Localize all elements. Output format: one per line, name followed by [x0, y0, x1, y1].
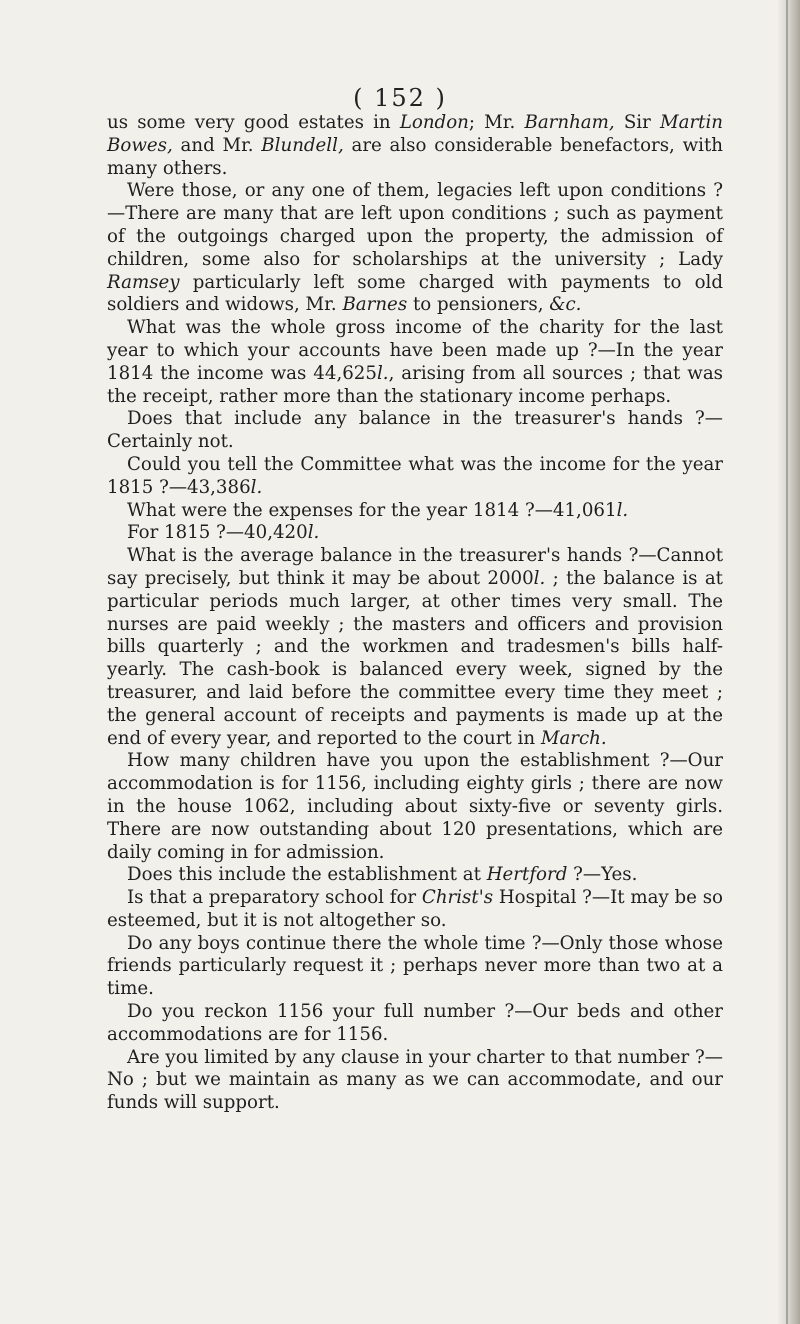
text-run: How many children have you upon the establishment ?—Our accommodation is for 1156, including eighty girls ; there are now in the house 1062, including about sixty-five or seventy girls. There are now outstanding about 120 presentations, which are daily coming in for admission.	[107, 750, 723, 863]
italic-text-run: Christ's	[421, 887, 494, 909]
paragraph-expenses-1814	[107, 500, 723, 523]
text-run: Could you tell the Committee what was the income for the year 1815 ?—43,386	[107, 453, 723, 498]
italic-text-run: l.	[616, 499, 629, 521]
text-run: Is that a preparatory school for	[127, 887, 422, 909]
paragraph-gross-income	[107, 317, 723, 408]
paragraph-children-count	[107, 750, 723, 864]
italic-text-run: London	[399, 112, 469, 133]
text-run: Sir	[614, 112, 660, 133]
text-run: Hospital ?—It may be so esteemed, but it is not altogether so.	[107, 887, 723, 931]
text-run: Does this include the establishment at	[127, 864, 487, 886]
italic-text-run: l.	[533, 567, 546, 589]
text-run: particularly left some charged with payments to old soldiers and widows, Mr.	[107, 271, 723, 316]
text-run: ?—Yes.	[567, 864, 638, 886]
italic-text-run: l.	[307, 522, 320, 544]
paragraph-legacies-conditions	[107, 180, 723, 317]
text-run: Are you limited by any clause in your charter to that number ?—No ; but we maintain as many as we can accommodate, and our funds will support.	[107, 1046, 723, 1114]
page-edge-shadow	[778, 0, 800, 1324]
italic-text-run: Barnham,	[524, 112, 615, 133]
document-body	[107, 112, 723, 1115]
text-run: Do any boys continue there the whole time ?—Only those whose friends particularly request it ; perhaps never more than two at a time.	[107, 932, 723, 1000]
text-run: Were those, or any one of them, legacies left upon conditions ?—There are many that are left upon conditions ; such as payment of the outgoings charged upon the property, the admission of children, some also for scholarships at the university ; Lady	[107, 180, 723, 270]
italic-text-run: March.	[540, 727, 607, 749]
italic-text-run: l.	[376, 362, 389, 384]
text-run: What is the average balance in the treasurer's hands ?—Cannot say precisely, but think it may be about 2000	[107, 545, 723, 589]
text-run: For 1815 ?—40,420	[127, 522, 308, 544]
text-run: Do you reckon 1156 your full number ?—Our beds and other accommodations are for 1156.	[107, 1001, 723, 1045]
italic-text-run: Martin Bowes,	[107, 112, 723, 156]
paragraph-income-1815	[107, 454, 723, 500]
text-run: ; Mr.	[468, 112, 525, 133]
italic-text-run: Blundell,	[261, 134, 344, 156]
italic-text-run: Hertford	[486, 864, 568, 886]
paragraph-boys-continue	[107, 933, 723, 1001]
text-run: and Mr.	[172, 134, 262, 156]
italic-text-run: Barnes	[342, 294, 408, 316]
paragraph-preparatory-school	[107, 887, 723, 933]
text-run: ; the balance is at particular periods much larger, at other times very small. The nurses are paid weekly ; the masters and officers and provision bills quarterly ; and the workmen and tradesmen's bills half-yearly. The cash-book is balanced every week, signed by the treasurer, and laid before the committee every time they meet ; the general account of receipts and payments is made up at the end of every year, and reported to the court in	[107, 567, 723, 749]
italic-text-run: Ramsey	[107, 271, 180, 293]
italic-text-run: &c.	[549, 294, 582, 316]
page-number: ( 152 )	[353, 84, 447, 112]
text-run: What was the whole gross income of the charity for the last year to which your accounts have been made up ?—In the year 1814 the income was 44,625	[107, 317, 723, 384]
paragraph-treasurer-balance	[107, 408, 723, 454]
text-run: Does that include any balance in the treasurer's hands ?—Certainly not.	[107, 408, 723, 453]
text-run: are also considerable benefactors, with many others.	[107, 134, 723, 179]
paragraph-continuation	[107, 112, 723, 180]
paragraph-full-number	[107, 1001, 723, 1047]
paragraph-average-balance	[107, 545, 723, 750]
text-run: What were the expenses for the year 1814 ?—41,061	[127, 499, 617, 521]
paragraph-charter-limit	[107, 1047, 723, 1115]
paragraph-expenses-1815	[107, 522, 723, 545]
paragraph-hertford	[107, 864, 723, 887]
text-run: to pensioners,	[407, 294, 550, 316]
italic-text-run: l.	[250, 476, 263, 498]
text-run: , arising from all sources ; that was the receipt, rather more than the stationary income perhaps.	[107, 362, 723, 407]
text-run: us some very good estates in	[107, 112, 400, 133]
